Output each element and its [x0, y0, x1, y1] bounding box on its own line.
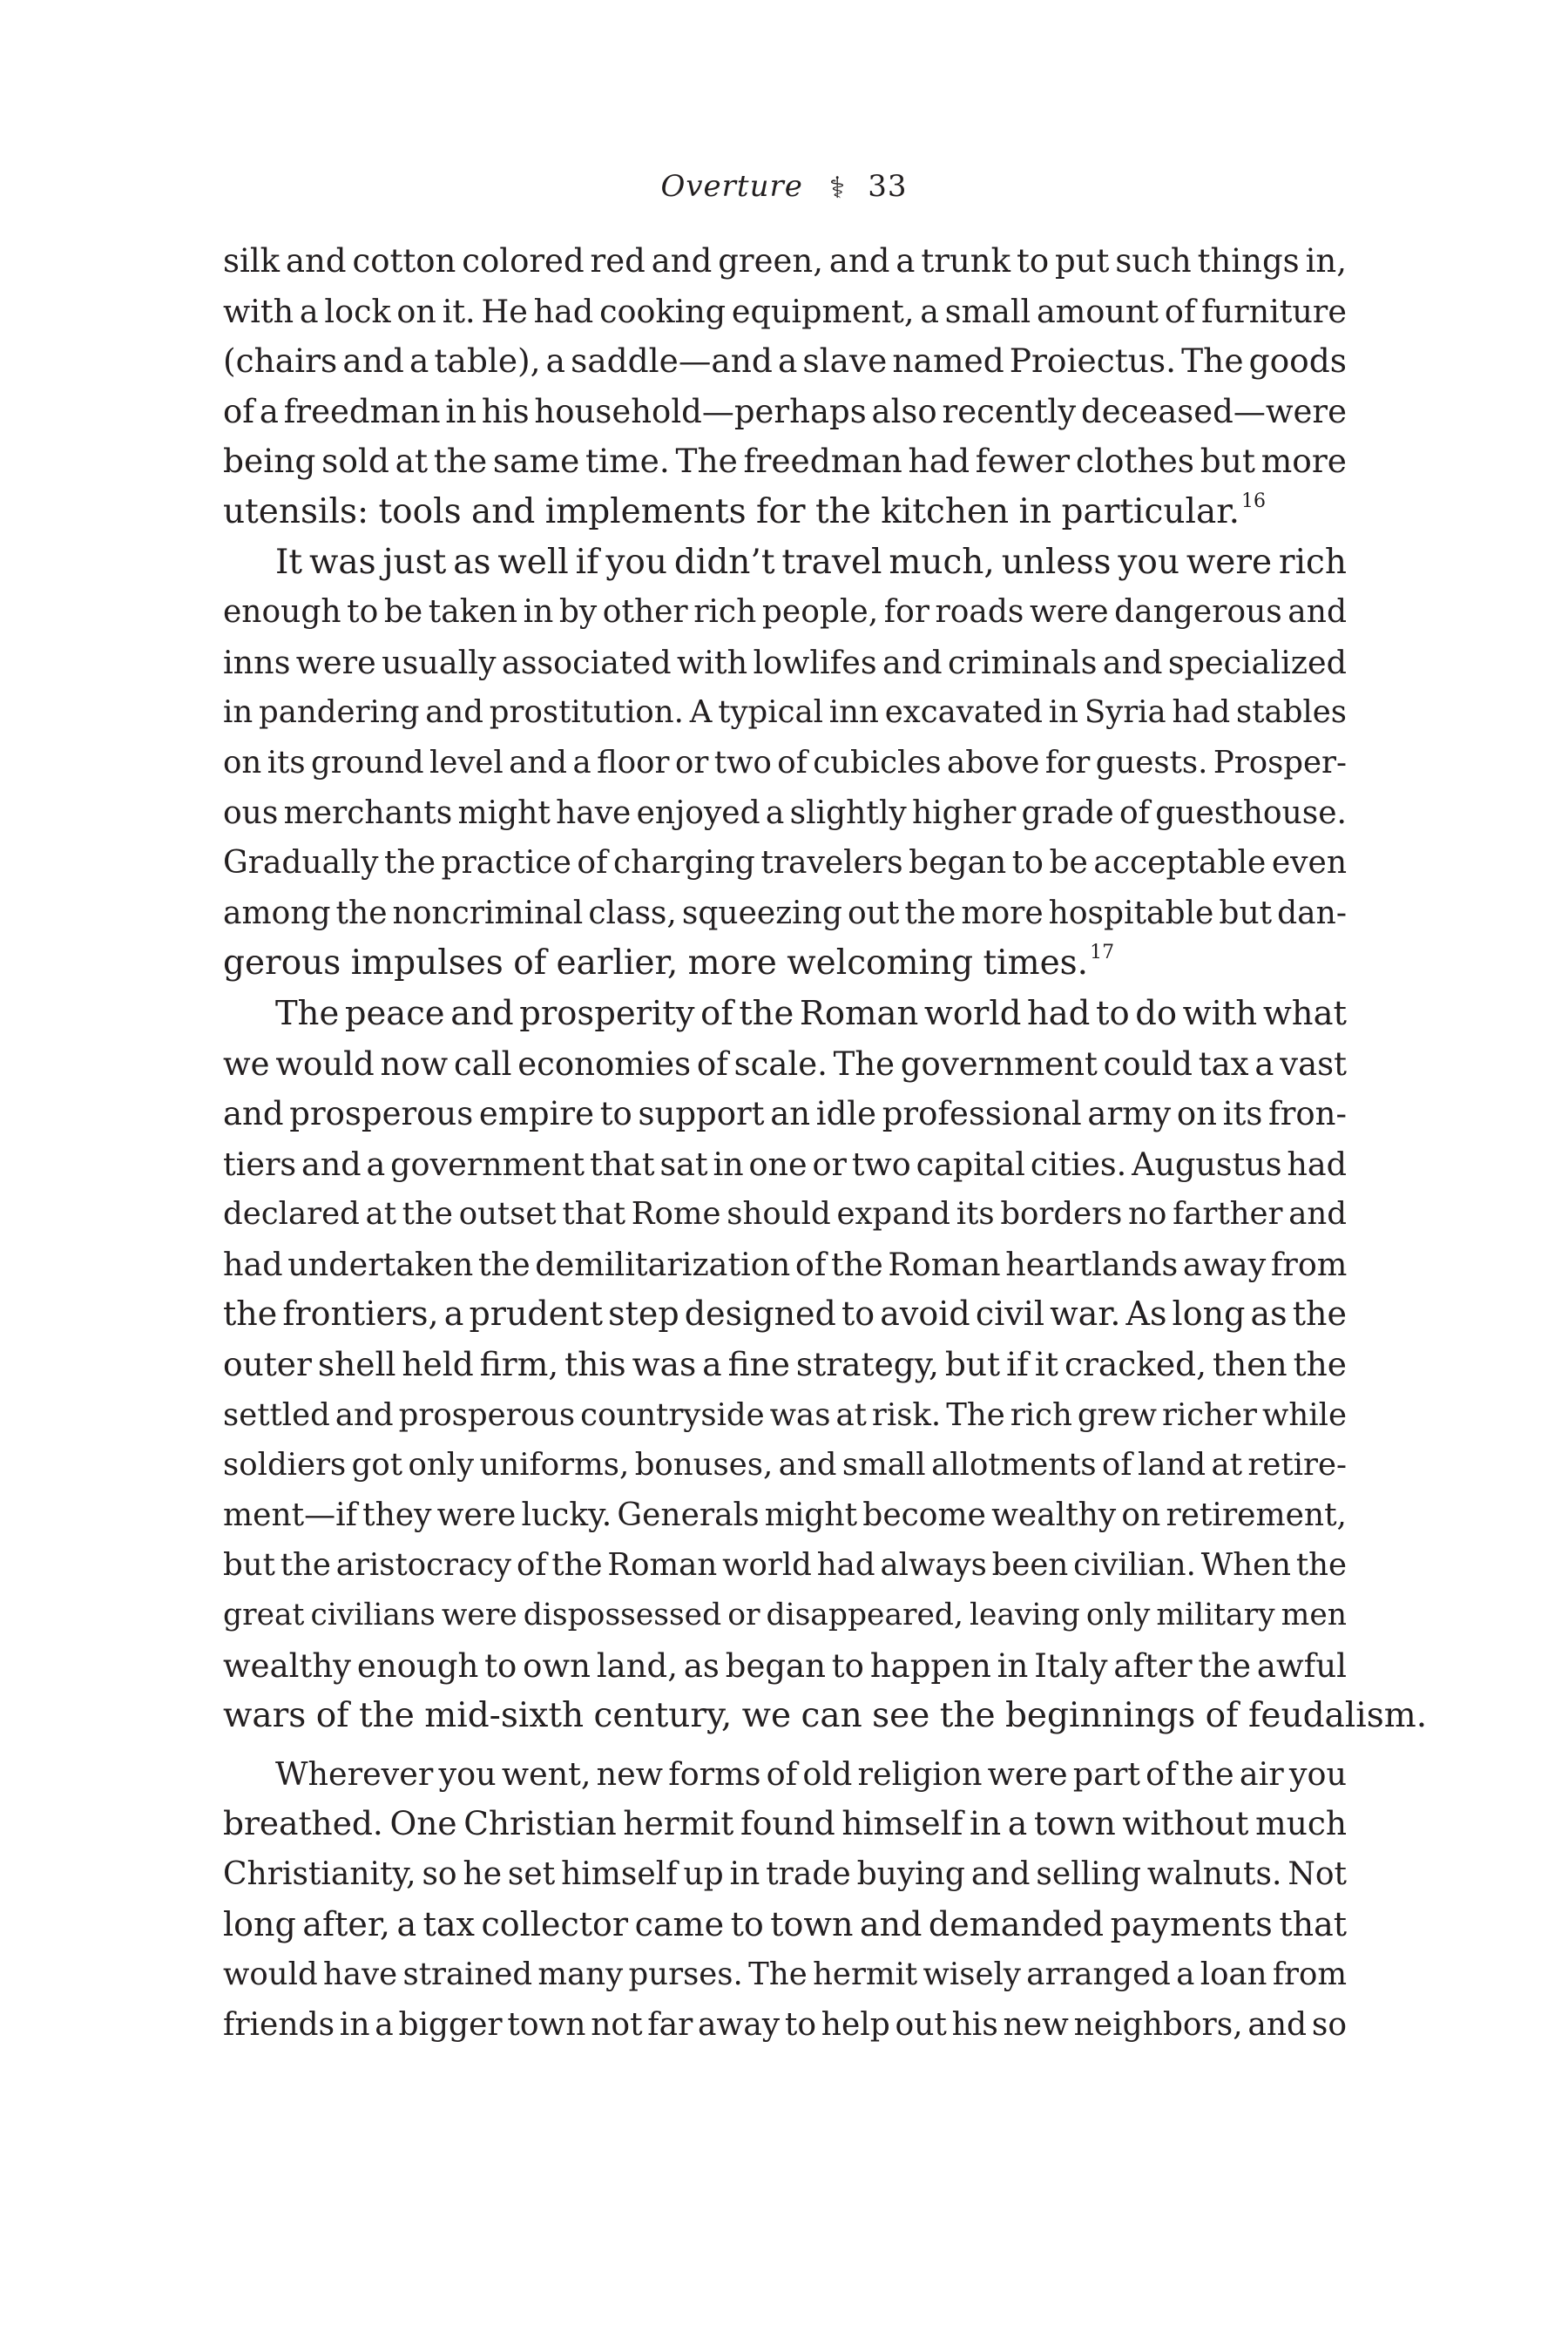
text-line: ous merchants might have enjoyed a slightly higher grade of guesthouse.	[223, 794, 1347, 831]
text-line: great civilians were dispossessed or disappeared, leaving only military men	[223, 1598, 1347, 1633]
text-line: in pandering and prostitution. A typical inn excavated in Syria had stables	[223, 694, 1347, 731]
text-line: among the noncriminal class, squeezing out the more hospitable but dan-	[223, 895, 1347, 931]
text-line: friends in a bigger town not far away to help out his new neighbors, and so	[223, 2006, 1347, 2043]
text-line: we would now call economies of scale. The government could tax a vast	[223, 1044, 1347, 1083]
text-line: silk and cotton colored red and green, and a trunk to put such things in,	[223, 242, 1347, 280]
caduceus-ornament-icon: ⚕	[828, 171, 846, 206]
text-line-content: The peace and prosperity of the Roman world had to do with what	[275, 993, 1347, 1033]
text-line-content: utensils: tools and implements for the kitchen in particular.	[223, 491, 1240, 531]
text-line: inns were usually associated with lowlifes and criminals and specialized	[223, 643, 1347, 681]
text-line: had undertaken the demilitarization of the Roman heartlands away from	[223, 1245, 1348, 1283]
page-number: 33	[868, 169, 908, 204]
text-line	[223, 989, 1347, 1039]
text-line-content: gerous impulses of earlier, more welcoming times.	[223, 943, 1089, 983]
text-line-content: Wherever you went, new forms of old religion were part of the air you	[275, 1754, 1347, 1793]
text-line: settled and prosperous countryside was at risk. The rich grew richer while	[223, 1396, 1347, 1433]
text-line: but the aristocracy of the Roman world had always been civilian. When the	[223, 1547, 1347, 1584]
text-line	[223, 537, 1347, 588]
text-line: tiers and a government that sat in one or two capital cities. Augustus had	[223, 1145, 1347, 1183]
text-line: wealthy enough to own land, as began to happen in Italy after the awful	[223, 1646, 1347, 1685]
text-line: wars of the mid-sixth century, we can see the beginnings of feudalism.	[223, 1696, 1428, 1736]
body-text	[223, 236, 1428, 2050]
paragraph	[223, 1749, 1347, 2051]
text-line: long after, a tax collector came to town and demanded payments that	[223, 1904, 1347, 1943]
text-line: of a freedman in his household—perhaps also recently deceased—were	[223, 392, 1347, 430]
text-line	[223, 938, 1347, 989]
endnote-marker: 16	[1240, 490, 1266, 512]
running-head-title: Overture	[660, 169, 803, 204]
running-head	[0, 167, 1568, 207]
text-line: Christianity, so he set himself up in trade buying and selling walnuts. Not	[223, 1856, 1347, 1892]
text-line: soldiers got only uniforms, bonuses, and small allotments of land at retire-	[223, 1447, 1347, 1484]
text-line	[223, 1749, 1347, 1800]
text-line: on its ground level and a floor or two of cubicles above for guests. Prosper-	[223, 744, 1347, 781]
text-line	[223, 487, 1347, 537]
endnote-marker: 17	[1090, 942, 1115, 964]
text-line: Gradually the practice of charging travelers began to be acceptable even	[223, 845, 1347, 882]
text-line: declared at the outset that Rome should expand its borders no farther and	[223, 1196, 1347, 1233]
text-line: would have strained many purses. The hermit wisely arranged a loan from	[223, 1957, 1347, 1993]
text-line: outer shell held firm, this was a fine strategy, but if it cracked, then the	[223, 1345, 1347, 1384]
text-line: being sold at the same time. The freedman had fewer clothes but more	[223, 442, 1347, 481]
text-line: with a lock on it. He had cooking equipment, a small amount of furniture	[223, 292, 1347, 330]
text-line-content: It was just as well if you didn’t travel much, unless you were rich	[275, 542, 1347, 582]
text-line: (chairs and a table), a saddle—and a slave named Proiectus. The goods	[223, 341, 1347, 381]
text-line: ment—if they were lucky. Generals might become wealthy on retirement,	[223, 1497, 1347, 1533]
text-line: and prosperous empire to support an idle professional army on its fron-	[223, 1095, 1347, 1133]
paragraph	[223, 236, 1347, 537]
text-line: enough to be taken in by other rich people, for roads were dangerous and	[223, 594, 1347, 631]
paragraph	[223, 989, 1428, 1741]
text-line: breathed. One Christian hermit found himself in a town without much	[223, 1804, 1347, 1843]
paragraph	[223, 537, 1347, 989]
text-line: the frontiers, a prudent step designed to avoid civil war. As long as the	[223, 1294, 1347, 1334]
